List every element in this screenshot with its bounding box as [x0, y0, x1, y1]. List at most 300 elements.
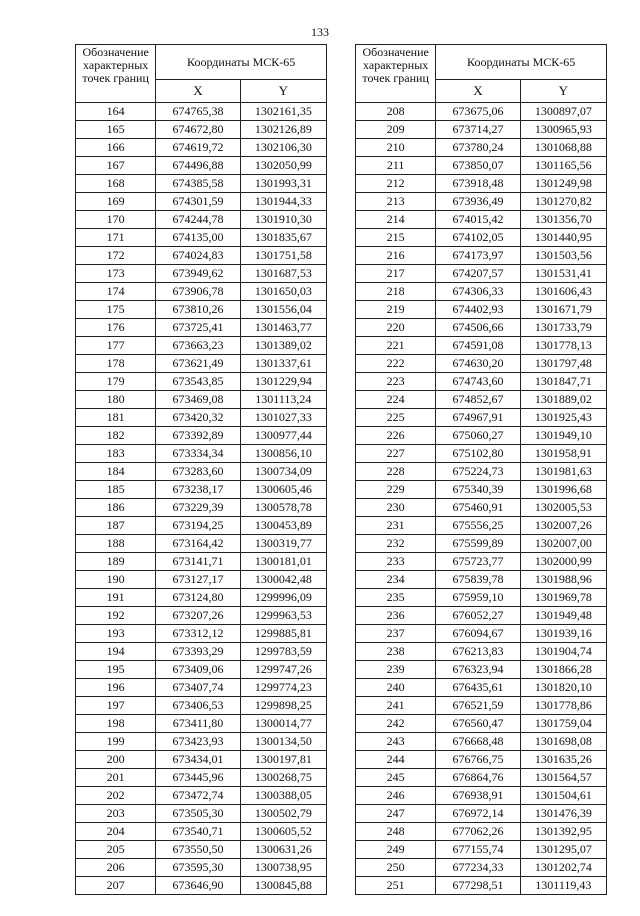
y-coordinate-cell: 1302000,99 [520, 553, 606, 571]
table-row [356, 571, 607, 589]
y-coordinate-cell: 1301944,33 [240, 193, 326, 211]
x-coordinate-cell: 673646,90 [156, 877, 240, 895]
x-coordinate-cell: 674301,59 [156, 193, 240, 211]
point-number-cell: 215 [356, 229, 436, 247]
x-coordinate-cell: 674496,88 [156, 157, 240, 175]
table-row [356, 283, 607, 301]
table-row [356, 175, 607, 193]
point-number-cell: 202 [76, 787, 156, 805]
x-coordinate-cell: 673283,60 [156, 463, 240, 481]
point-number-cell: 203 [76, 805, 156, 823]
y-coordinate-cell: 1301202,74 [520, 859, 606, 877]
y-coordinate-cell: 1299783,59 [240, 643, 326, 661]
point-number-cell: 244 [356, 751, 436, 769]
point-number-cell: 224 [356, 391, 436, 409]
point-number-cell: 221 [356, 337, 436, 355]
point-number-cell: 186 [76, 499, 156, 517]
x-coordinate-cell: 673469,08 [156, 391, 240, 409]
y-coordinate-cell: 1301949,48 [520, 607, 606, 625]
x-coordinate-cell: 673423,93 [156, 733, 240, 751]
y-coordinate-cell: 1301463,77 [240, 319, 326, 337]
x-coordinate-cell: 674765,38 [156, 103, 240, 121]
point-number-cell: 206 [76, 859, 156, 877]
point-number-cell: 200 [76, 751, 156, 769]
table-row [356, 535, 607, 553]
table-row [76, 211, 327, 229]
y-coordinate-cell: 1301392,95 [520, 823, 606, 841]
y-coordinate-cell: 1301119,43 [520, 877, 606, 895]
x-coordinate-cell: 673445,96 [156, 769, 240, 787]
point-number-cell: 166 [76, 139, 156, 157]
table-row [356, 409, 607, 427]
x-coordinate-cell: 673810,26 [156, 301, 240, 319]
y-coordinate-cell: 1299885,81 [240, 625, 326, 643]
x-coordinate-cell: 675340,39 [436, 481, 520, 499]
point-number-cell: 222 [356, 355, 436, 373]
y-coordinate-cell: 1301778,86 [520, 697, 606, 715]
x-coordinate-cell: 673949,62 [156, 265, 240, 283]
table-body-right [356, 103, 607, 895]
point-number-cell: 227 [356, 445, 436, 463]
point-number-cell: 179 [76, 373, 156, 391]
point-number-cell: 220 [356, 319, 436, 337]
y-coordinate-cell: 1301113,24 [240, 391, 326, 409]
y-coordinate-cell: 1299747,26 [240, 661, 326, 679]
header-coordinates: Координаты МСК-65 [156, 45, 327, 80]
point-number-cell: 184 [76, 463, 156, 481]
x-coordinate-cell: 673312,12 [156, 625, 240, 643]
table-row [76, 463, 327, 481]
table-row [356, 193, 607, 211]
table-row [76, 769, 327, 787]
y-coordinate-cell: 1301698,08 [520, 733, 606, 751]
point-number-cell: 180 [76, 391, 156, 409]
y-coordinate-cell: 1299996,09 [240, 589, 326, 607]
table-row [356, 211, 607, 229]
x-coordinate-cell: 673194,25 [156, 517, 240, 535]
header-designation: Обозначение характерных точек границ [356, 45, 436, 103]
point-number-cell: 178 [76, 355, 156, 373]
point-number-cell: 209 [356, 121, 436, 139]
table-row [76, 337, 327, 355]
x-coordinate-cell: 677155,74 [436, 841, 520, 859]
table-row [76, 607, 327, 625]
y-coordinate-cell: 1301733,79 [520, 319, 606, 337]
point-number-cell: 188 [76, 535, 156, 553]
point-number-cell: 228 [356, 463, 436, 481]
x-coordinate-cell: 673714,27 [436, 121, 520, 139]
x-coordinate-cell: 675599,89 [436, 535, 520, 553]
x-coordinate-cell: 674173,97 [436, 247, 520, 265]
point-number-cell: 171 [76, 229, 156, 247]
point-number-cell: 194 [76, 643, 156, 661]
y-coordinate-cell: 1301650,03 [240, 283, 326, 301]
x-coordinate-cell: 676972,14 [436, 805, 520, 823]
x-coordinate-cell: 673918,48 [436, 175, 520, 193]
table-row [76, 265, 327, 283]
y-coordinate-cell: 1301910,30 [240, 211, 326, 229]
point-number-cell: 242 [356, 715, 436, 733]
x-coordinate-cell: 673406,53 [156, 697, 240, 715]
x-coordinate-cell: 677062,26 [436, 823, 520, 841]
point-number-cell: 190 [76, 571, 156, 589]
x-coordinate-cell: 676938,91 [436, 787, 520, 805]
x-coordinate-cell: 673780,24 [436, 139, 520, 157]
x-coordinate-cell: 673229,39 [156, 499, 240, 517]
y-coordinate-cell: 1302005,53 [520, 499, 606, 517]
point-number-cell: 205 [76, 841, 156, 859]
x-coordinate-cell: 673420,32 [156, 409, 240, 427]
x-coordinate-cell: 674743,60 [436, 373, 520, 391]
x-coordinate-cell: 675102,80 [436, 445, 520, 463]
y-coordinate-cell: 1301389,02 [240, 337, 326, 355]
y-coordinate-cell: 1301835,67 [240, 229, 326, 247]
y-coordinate-cell: 1301356,70 [520, 211, 606, 229]
point-number-cell: 217 [356, 265, 436, 283]
x-coordinate-cell: 675460,91 [436, 499, 520, 517]
point-number-cell: 187 [76, 517, 156, 535]
x-coordinate-cell: 673407,74 [156, 679, 240, 697]
table-row [76, 679, 327, 697]
x-coordinate-cell: 673663,23 [156, 337, 240, 355]
table-row [356, 103, 607, 121]
y-coordinate-cell: 1302050,99 [240, 157, 326, 175]
point-number-cell: 250 [356, 859, 436, 877]
table-row [76, 445, 327, 463]
point-number-cell: 189 [76, 553, 156, 571]
point-number-cell: 234 [356, 571, 436, 589]
header-designation: Обозначение характерных точек границ [76, 45, 156, 103]
table-row [76, 823, 327, 841]
table-row [356, 337, 607, 355]
table-row [356, 787, 607, 805]
table-row [356, 481, 607, 499]
table-row [76, 427, 327, 445]
y-coordinate-cell: 1302106,30 [240, 139, 326, 157]
table-row [76, 805, 327, 823]
x-coordinate-cell: 675224,73 [436, 463, 520, 481]
x-coordinate-cell: 674591,08 [436, 337, 520, 355]
x-coordinate-cell: 674306,33 [436, 283, 520, 301]
point-number-cell: 223 [356, 373, 436, 391]
point-number-cell: 193 [76, 625, 156, 643]
point-number-cell: 164 [76, 103, 156, 121]
x-coordinate-cell: 674630,20 [436, 355, 520, 373]
x-coordinate-cell: 674024,83 [156, 247, 240, 265]
point-number-cell: 191 [76, 589, 156, 607]
y-coordinate-cell: 1300453,89 [240, 517, 326, 535]
point-number-cell: 249 [356, 841, 436, 859]
point-number-cell: 243 [356, 733, 436, 751]
y-coordinate-cell: 1301866,28 [520, 661, 606, 679]
table-row [76, 661, 327, 679]
x-coordinate-cell: 675959,10 [436, 589, 520, 607]
table-row [76, 841, 327, 859]
x-coordinate-cell: 675839,78 [436, 571, 520, 589]
y-coordinate-cell: 1300014,77 [240, 715, 326, 733]
coordinates-table-left [75, 44, 327, 895]
y-coordinate-cell: 1300502,79 [240, 805, 326, 823]
table-row [356, 355, 607, 373]
x-coordinate-cell: 677234,33 [436, 859, 520, 877]
y-coordinate-cell: 1302007,26 [520, 517, 606, 535]
x-coordinate-cell: 674672,80 [156, 121, 240, 139]
x-coordinate-cell: 673393,29 [156, 643, 240, 661]
point-number-cell: 226 [356, 427, 436, 445]
y-coordinate-cell: 1301904,74 [520, 643, 606, 661]
x-coordinate-cell: 673472,74 [156, 787, 240, 805]
x-coordinate-cell: 674506,66 [436, 319, 520, 337]
table-row [76, 715, 327, 733]
y-coordinate-cell: 1300319,77 [240, 535, 326, 553]
x-coordinate-cell: 676521,59 [436, 697, 520, 715]
table-row [76, 877, 327, 895]
table-row [76, 499, 327, 517]
y-coordinate-cell: 1301295,07 [520, 841, 606, 859]
y-coordinate-cell: 1301671,79 [520, 301, 606, 319]
point-number-cell: 214 [356, 211, 436, 229]
point-number-cell: 213 [356, 193, 436, 211]
table-row [76, 481, 327, 499]
y-coordinate-cell: 1301476,39 [520, 805, 606, 823]
table-row [356, 607, 607, 625]
x-coordinate-cell: 673334,34 [156, 445, 240, 463]
table-row [356, 643, 607, 661]
point-number-cell: 175 [76, 301, 156, 319]
point-number-cell: 216 [356, 247, 436, 265]
table-row [356, 391, 607, 409]
table-row [76, 319, 327, 337]
y-coordinate-cell: 1301889,02 [520, 391, 606, 409]
point-number-cell: 169 [76, 193, 156, 211]
x-coordinate-cell: 673505,30 [156, 805, 240, 823]
y-coordinate-cell: 1302007,00 [520, 535, 606, 553]
y-coordinate-cell: 1301556,04 [240, 301, 326, 319]
x-coordinate-cell: 676052,27 [436, 607, 520, 625]
point-number-cell: 235 [356, 589, 436, 607]
y-coordinate-cell: 1301503,56 [520, 247, 606, 265]
table-row [76, 733, 327, 751]
y-coordinate-cell: 1300845,88 [240, 877, 326, 895]
x-coordinate-cell: 673540,71 [156, 823, 240, 841]
y-coordinate-cell: 1301759,04 [520, 715, 606, 733]
table-row [356, 553, 607, 571]
point-number-cell: 240 [356, 679, 436, 697]
point-number-cell: 238 [356, 643, 436, 661]
point-number-cell: 251 [356, 877, 436, 895]
table-row [356, 823, 607, 841]
point-number-cell: 246 [356, 787, 436, 805]
table-row [356, 715, 607, 733]
x-coordinate-cell: 673906,78 [156, 283, 240, 301]
point-number-cell: 167 [76, 157, 156, 175]
y-coordinate-cell: 1301988,96 [520, 571, 606, 589]
table-row [76, 373, 327, 391]
point-number-cell: 230 [356, 499, 436, 517]
table-row [356, 751, 607, 769]
table-row [356, 157, 607, 175]
x-coordinate-cell: 674135,00 [156, 229, 240, 247]
x-coordinate-cell: 675556,25 [436, 517, 520, 535]
y-coordinate-cell: 1300268,75 [240, 769, 326, 787]
table-row [356, 463, 607, 481]
table-row [76, 193, 327, 211]
x-coordinate-cell: 676668,48 [436, 733, 520, 751]
y-coordinate-cell: 1301820,10 [520, 679, 606, 697]
y-coordinate-cell: 1301606,43 [520, 283, 606, 301]
y-coordinate-cell: 1300965,93 [520, 121, 606, 139]
table-row [356, 877, 607, 895]
table-row [356, 697, 607, 715]
y-coordinate-cell: 1301797,48 [520, 355, 606, 373]
table-row [76, 283, 327, 301]
x-coordinate-cell: 676766,75 [436, 751, 520, 769]
x-coordinate-cell: 673411,80 [156, 715, 240, 733]
table-row [76, 751, 327, 769]
point-number-cell: 207 [76, 877, 156, 895]
y-coordinate-cell: 1300738,95 [240, 859, 326, 877]
point-number-cell: 236 [356, 607, 436, 625]
y-coordinate-cell: 1302126,89 [240, 121, 326, 139]
table-row [76, 589, 327, 607]
point-number-cell: 231 [356, 517, 436, 535]
point-number-cell: 181 [76, 409, 156, 427]
table-row [356, 445, 607, 463]
y-coordinate-cell: 1301969,78 [520, 589, 606, 607]
page-number: 133 [311, 25, 329, 39]
point-number-cell: 208 [356, 103, 436, 121]
point-number-cell: 239 [356, 661, 436, 679]
table-row [356, 769, 607, 787]
x-coordinate-cell: 673127,17 [156, 571, 240, 589]
point-number-cell: 212 [356, 175, 436, 193]
x-coordinate-cell: 676213,83 [436, 643, 520, 661]
table-row [356, 859, 607, 877]
point-number-cell: 165 [76, 121, 156, 139]
table-row [356, 301, 607, 319]
point-number-cell: 177 [76, 337, 156, 355]
table-body-left [76, 103, 327, 895]
table-row [76, 301, 327, 319]
point-number-cell: 247 [356, 805, 436, 823]
y-coordinate-cell: 1301958,91 [520, 445, 606, 463]
point-number-cell: 229 [356, 481, 436, 499]
y-coordinate-cell: 1300181,01 [240, 553, 326, 571]
table-row [356, 805, 607, 823]
point-number-cell: 183 [76, 445, 156, 463]
point-number-cell: 196 [76, 679, 156, 697]
x-coordinate-cell: 677298,51 [436, 877, 520, 895]
point-number-cell: 210 [356, 139, 436, 157]
table-row [76, 121, 327, 139]
table-row [76, 355, 327, 373]
x-coordinate-cell: 673550,50 [156, 841, 240, 859]
y-coordinate-cell: 1301847,71 [520, 373, 606, 391]
x-coordinate-cell: 674207,57 [436, 265, 520, 283]
table-row [356, 139, 607, 157]
x-coordinate-cell: 673141,71 [156, 553, 240, 571]
y-coordinate-cell: 1301939,16 [520, 625, 606, 643]
table-row [76, 391, 327, 409]
point-number-cell: 172 [76, 247, 156, 265]
table-row [76, 859, 327, 877]
point-number-cell: 233 [356, 553, 436, 571]
y-coordinate-cell: 1300734,09 [240, 463, 326, 481]
header-x: X [156, 80, 240, 103]
x-coordinate-cell: 673409,06 [156, 661, 240, 679]
table-row [76, 175, 327, 193]
table-row [356, 733, 607, 751]
point-number-cell: 199 [76, 733, 156, 751]
x-coordinate-cell: 673936,49 [436, 193, 520, 211]
table-row [356, 229, 607, 247]
point-number-cell: 192 [76, 607, 156, 625]
y-coordinate-cell: 1301751,58 [240, 247, 326, 265]
table-row [356, 265, 607, 283]
y-coordinate-cell: 1301068,88 [520, 139, 606, 157]
table-row [356, 373, 607, 391]
x-coordinate-cell: 673595,30 [156, 859, 240, 877]
y-coordinate-cell: 1300897,07 [520, 103, 606, 121]
x-coordinate-cell: 673164,42 [156, 535, 240, 553]
table-row [76, 553, 327, 571]
coordinates-table-right [355, 44, 607, 895]
y-coordinate-cell: 1301993,31 [240, 175, 326, 193]
x-coordinate-cell: 673621,49 [156, 355, 240, 373]
table-row [76, 157, 327, 175]
y-coordinate-cell: 1299898,25 [240, 697, 326, 715]
point-number-cell: 195 [76, 661, 156, 679]
header-x: X [436, 80, 520, 103]
header-y: Y [240, 80, 326, 103]
point-number-cell: 245 [356, 769, 436, 787]
x-coordinate-cell: 674852,67 [436, 391, 520, 409]
y-coordinate-cell: 1300388,05 [240, 787, 326, 805]
point-number-cell: 248 [356, 823, 436, 841]
y-coordinate-cell: 1300856,10 [240, 445, 326, 463]
table-row [356, 661, 607, 679]
x-coordinate-cell: 673392,89 [156, 427, 240, 445]
point-number-cell: 241 [356, 697, 436, 715]
point-number-cell: 176 [76, 319, 156, 337]
table-row [356, 427, 607, 445]
table-row [76, 535, 327, 553]
x-coordinate-cell: 673850,07 [436, 157, 520, 175]
y-coordinate-cell: 1300977,44 [240, 427, 326, 445]
x-coordinate-cell: 675723,77 [436, 553, 520, 571]
y-coordinate-cell: 1300197,81 [240, 751, 326, 769]
y-coordinate-cell: 1301165,56 [520, 157, 606, 175]
y-coordinate-cell: 1301504,61 [520, 787, 606, 805]
table-row [76, 697, 327, 715]
x-coordinate-cell: 676435,61 [436, 679, 520, 697]
y-coordinate-cell: 1300631,26 [240, 841, 326, 859]
point-number-cell: 237 [356, 625, 436, 643]
y-coordinate-cell: 1301531,41 [520, 265, 606, 283]
x-coordinate-cell: 674102,05 [436, 229, 520, 247]
point-number-cell: 225 [356, 409, 436, 427]
y-coordinate-cell: 1301440,95 [520, 229, 606, 247]
table-row [356, 625, 607, 643]
y-coordinate-cell: 1299963,53 [240, 607, 326, 625]
table-row [356, 121, 607, 139]
x-coordinate-cell: 676323,94 [436, 661, 520, 679]
x-coordinate-cell: 674015,42 [436, 211, 520, 229]
y-coordinate-cell: 1300134,50 [240, 733, 326, 751]
point-number-cell: 218 [356, 283, 436, 301]
x-coordinate-cell: 675060,27 [436, 427, 520, 445]
y-coordinate-cell: 1301229,94 [240, 373, 326, 391]
